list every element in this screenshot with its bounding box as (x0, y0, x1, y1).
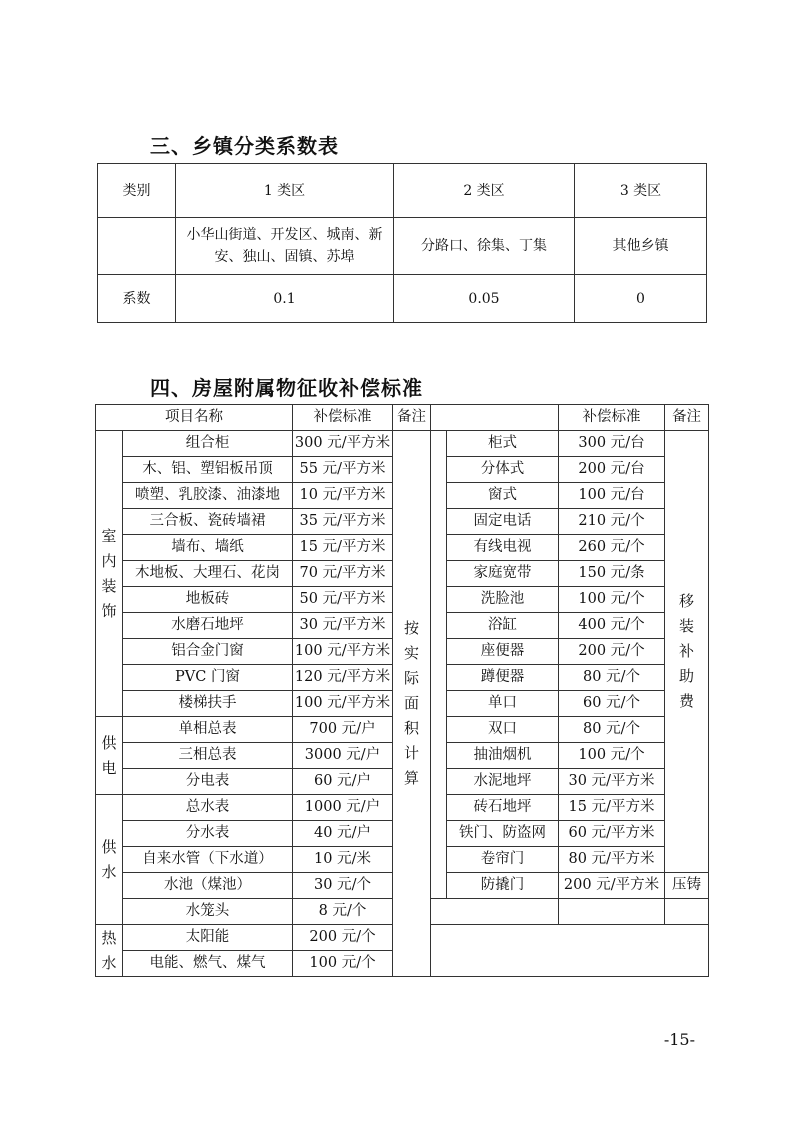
right-item-name: 座便器 (447, 639, 559, 665)
item-name: 木、铝、塑铝板吊顶 (123, 457, 293, 483)
item-standard: 300 元/平方米 (293, 431, 393, 457)
item-standard: 120 元/平方米 (293, 665, 393, 691)
right-item-name: 单口 (447, 691, 559, 717)
group-label-char: 供 (101, 837, 117, 856)
right-item-standard: 80 元/平方米 (559, 847, 665, 873)
zone-1-coef: 0.1 (176, 275, 394, 323)
group-label-char: 热 (101, 928, 117, 947)
table-row (98, 218, 707, 275)
relocation-note-char: 费 (678, 692, 694, 710)
blank-cell (431, 899, 559, 925)
coef-label: 系数 (98, 275, 176, 323)
right-item-name: 砖石地坪 (447, 795, 559, 821)
section4-title: 四、房屋附属物征收补偿标准 (150, 376, 423, 400)
item-standard: 10 元/米 (293, 847, 393, 873)
spacer-col (431, 431, 447, 899)
header-note: 备注 (393, 405, 431, 431)
section3-title: 三、乡镇分类系数表 (150, 134, 339, 158)
header-zone-1: 1 类区 (176, 164, 394, 218)
item-name: 喷塑、乳胶漆、油漆地 (123, 483, 293, 509)
blank-cell (665, 899, 709, 925)
item-standard: 100 元/个 (293, 951, 393, 977)
header-blank (431, 405, 559, 431)
item-standard: 100 元/平方米 (293, 639, 393, 665)
item-name: 电能、燃气、煤气 (123, 951, 293, 977)
item-name: PVC 门窗 (123, 665, 293, 691)
right-item-standard: 200 元/平方米 (559, 873, 665, 899)
areas-label (98, 218, 176, 275)
item-name: 总水表 (123, 795, 293, 821)
item-standard: 35 元/平方米 (293, 509, 393, 535)
item-name: 组合柜 (123, 431, 293, 457)
table-row (96, 431, 709, 457)
relocation-note-char: 移 (678, 592, 694, 610)
right-item-name: 家庭宽带 (447, 561, 559, 587)
item-name: 楼梯扶手 (123, 691, 293, 717)
relocation-note-char: 助 (678, 667, 694, 685)
township-coefficient-table (97, 163, 707, 323)
zone-2-areas: 分路口、徐集、丁集 (394, 218, 575, 275)
header-category: 类别 (98, 164, 176, 218)
right-item-standard: 210 元/个 (559, 509, 665, 535)
area-note-char: 积 (403, 719, 419, 737)
table-row (98, 164, 707, 218)
right-item-name: 柜式 (447, 431, 559, 457)
right-item-name: 固定电话 (447, 509, 559, 535)
right-item-standard: 200 元/台 (559, 457, 665, 483)
right-item-standard: 100 元/个 (559, 743, 665, 769)
fangqiao-note: 压铸 (665, 873, 709, 899)
right-item-name: 窗式 (447, 483, 559, 509)
right-item-standard: 15 元/平方米 (559, 795, 665, 821)
compensation-table (95, 404, 709, 977)
item-standard: 40 元/户 (293, 821, 393, 847)
right-item-standard: 60 元/个 (559, 691, 665, 717)
zone-2-coef: 0.05 (394, 275, 575, 323)
item-name: 自来水管（下水道） (123, 847, 293, 873)
header-note-right: 备注 (665, 405, 709, 431)
item-standard: 1000 元/户 (293, 795, 393, 821)
item-standard: 55 元/平方米 (293, 457, 393, 483)
item-name: 地板砖 (123, 587, 293, 613)
area-note (393, 431, 431, 977)
group-label-char: 水 (101, 862, 117, 881)
right-item-name: 水泥地坪 (447, 769, 559, 795)
right-item-name: 洗脸池 (447, 587, 559, 613)
group-label (96, 795, 123, 925)
right-item-standard: 400 元/个 (559, 613, 665, 639)
item-standard: 3000 元/户 (293, 743, 393, 769)
item-standard: 200 元/个 (293, 925, 393, 951)
item-name: 木地板、大理石、花岗 (123, 561, 293, 587)
right-item-standard: 200 元/个 (559, 639, 665, 665)
blank-cell (559, 899, 665, 925)
page-number: -15- (663, 1030, 695, 1049)
item-name: 墙布、墙纸 (123, 535, 293, 561)
group-label-char: 室 (101, 526, 117, 545)
header-zone-3: 3 类区 (575, 164, 707, 218)
item-standard: 50 元/平方米 (293, 587, 393, 613)
right-item-name: 有线电视 (447, 535, 559, 561)
group-label (96, 717, 123, 795)
group-label (96, 925, 123, 977)
item-name: 水磨石地坪 (123, 613, 293, 639)
group-label-char: 水 (101, 953, 117, 972)
item-standard: 700 元/户 (293, 717, 393, 743)
right-item-name: 浴缸 (447, 613, 559, 639)
item-name: 分水表 (123, 821, 293, 847)
item-name: 三相总表 (123, 743, 293, 769)
header-standard-right: 补偿标准 (559, 405, 665, 431)
relocation-note-char: 装 (678, 617, 694, 635)
right-item-standard: 100 元/台 (559, 483, 665, 509)
right-item-standard: 30 元/平方米 (559, 769, 665, 795)
item-name: 分电表 (123, 769, 293, 795)
header-zone-2: 2 类区 (394, 164, 575, 218)
item-standard: 30 元/个 (293, 873, 393, 899)
area-note-char: 际 (403, 669, 419, 687)
item-standard: 70 元/平方米 (293, 561, 393, 587)
item-standard: 100 元/平方米 (293, 691, 393, 717)
relocation-note-char: 补 (678, 642, 694, 660)
area-note-char: 面 (403, 694, 419, 712)
right-item-name: 防撬门 (447, 873, 559, 899)
group-label (96, 431, 123, 717)
right-item-standard: 80 元/个 (559, 665, 665, 691)
item-standard: 10 元/平方米 (293, 483, 393, 509)
header-item-name: 项目名称 (96, 405, 293, 431)
table-header-row (96, 405, 709, 431)
right-item-standard: 150 元/条 (559, 561, 665, 587)
item-standard: 15 元/平方米 (293, 535, 393, 561)
right-item-standard: 260 元/个 (559, 535, 665, 561)
item-standard: 30 元/平方米 (293, 613, 393, 639)
right-item-name: 铁门、防盗网 (447, 821, 559, 847)
group-label-char: 饰 (101, 601, 117, 620)
blank-cell (431, 925, 709, 977)
relocation-note (665, 431, 709, 873)
item-name: 太阳能 (123, 925, 293, 951)
zone-1-areas: 小华山街道、开发区、城南、新安、独山、固镇、苏埠 (176, 218, 394, 275)
right-item-standard: 80 元/个 (559, 717, 665, 743)
item-standard: 8 元/个 (293, 899, 393, 925)
item-name: 铝合金门窗 (123, 639, 293, 665)
right-item-standard: 300 元/台 (559, 431, 665, 457)
area-note-char: 按 (403, 619, 419, 637)
zone-3-areas: 其他乡镇 (575, 218, 707, 275)
right-item-name: 抽油烟机 (447, 743, 559, 769)
area-note-char: 计 (403, 744, 419, 762)
right-item-name: 双口 (447, 717, 559, 743)
item-name: 水池（煤池） (123, 873, 293, 899)
header-standard: 补偿标准 (293, 405, 393, 431)
right-item-standard: 100 元/个 (559, 587, 665, 613)
right-item-name: 蹲便器 (447, 665, 559, 691)
area-note-char: 实 (403, 644, 419, 662)
group-label-char: 装 (101, 576, 117, 595)
right-item-name: 分体式 (447, 457, 559, 483)
item-name: 单相总表 (123, 717, 293, 743)
zone-3-coef: 0 (575, 275, 707, 323)
table-row (98, 275, 707, 323)
item-name: 三合板、瓷砖墙裙 (123, 509, 293, 535)
item-name: 水笼头 (123, 899, 293, 925)
right-item-standard: 60 元/平方米 (559, 821, 665, 847)
right-item-name: 卷帘门 (447, 847, 559, 873)
group-label-char: 供 (101, 733, 117, 752)
group-label-char: 电 (101, 758, 117, 777)
item-standard: 60 元/户 (293, 769, 393, 795)
group-label-char: 内 (101, 551, 117, 570)
area-note-char: 算 (403, 769, 419, 787)
